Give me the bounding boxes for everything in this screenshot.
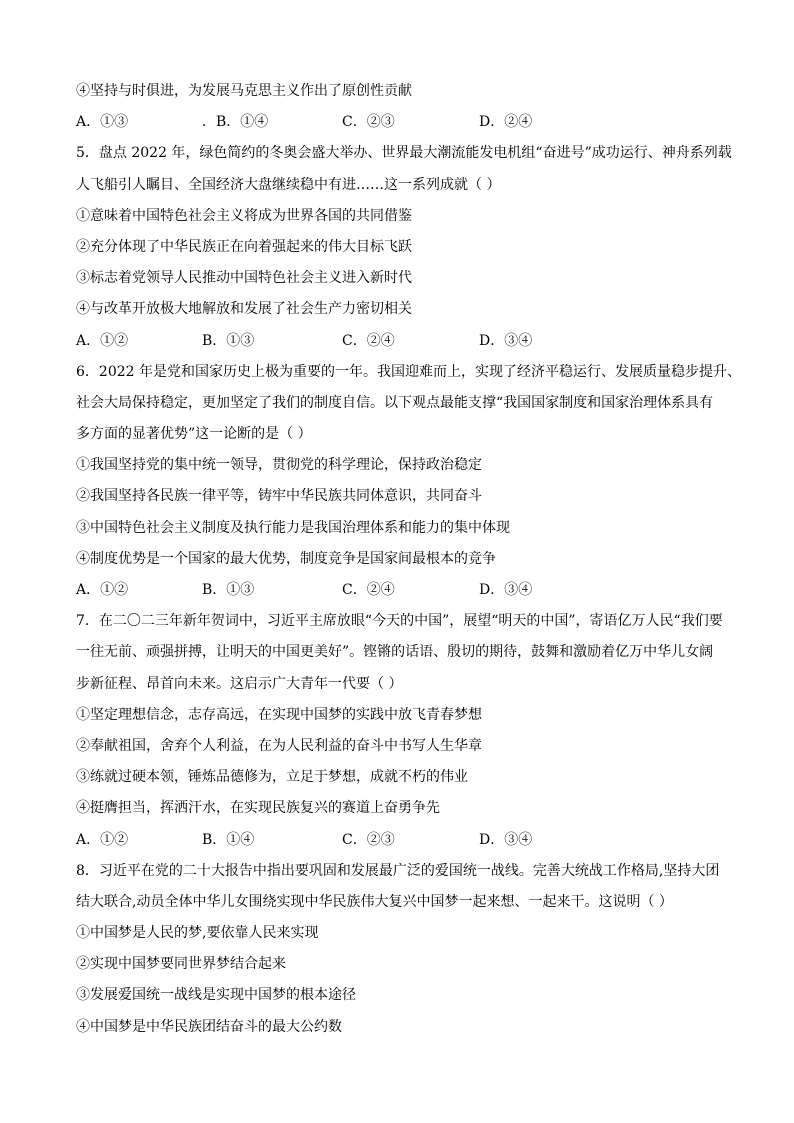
q7-statement-4: ④挺膺担当，挥洒汗水，在实现民族复兴的赛道上奋勇争先 (76, 800, 440, 817)
q5-stem-line-1: 5．盘点 2022 年，绿色简约的冬奥会盛大举办、世界最大潮流能发电机组“奋进号”成功运行、神舟系列载 (76, 145, 732, 162)
q6-stem-line-1: 6．2022 年是党和国家历史上极为重要的一年。我国迎难而上，实现了经济平稳运行、发展质量稳步提升、 (76, 363, 741, 380)
q8-statement-2: ②实现中国梦要同世界梦结合起来 (76, 956, 286, 973)
q6-option-a[interactable]: A．①② (76, 582, 129, 598)
q5-statement-3: ③标志着党领导人民推动中国特色社会主义进入新时代 (76, 270, 412, 287)
q5-option-b[interactable]: B．①③ (202, 332, 255, 349)
q6-option-b[interactable]: B．①③ (202, 582, 255, 598)
q4-option-a[interactable]: A．①③ (76, 114, 129, 131)
q6-statement-4: ④制度优势是一个国家的最大优势，制度竞争是国家间最根本的竞争 (76, 550, 496, 567)
q4-statement-4: ④坚持与时俱进，为发展马克思主义作出了原创性贡献 (76, 83, 412, 99)
q5-statement-2: ②充分体现了中华民族正在向着强起来的伟大目标飞跃 (76, 238, 412, 255)
page-content (76, 76, 741, 1043)
q6-statement-3: ③中国特色社会主义制度及执行能力是我国治理体系和能力的集中体现 (76, 519, 510, 536)
q5-statement-1: ①意味着中国特色社会主义将成为世界各国的共同借鉴 (76, 207, 412, 224)
q6-statement-1: ①我国坚持党的集中统一领导，贯彻党的科学理论，保持政治稳定 (76, 457, 482, 474)
q7-options (76, 825, 728, 856)
q4-option-b[interactable]: ．B．①④ (202, 114, 269, 131)
q8-statement-3: ③发展爱国统一战线是实现中国梦的根本途径 (76, 987, 356, 1004)
q8-statement-4: ④中国梦是中华民族团结奋斗的最大公约数 (76, 1018, 342, 1035)
q6-options (76, 575, 728, 606)
q5-options (76, 326, 728, 357)
q5-option-c[interactable]: C．②④ (342, 332, 395, 349)
q7-statement-3: ③练就过硬本领，锤炼品德修为，立足于梦想，成就不朽的伟业 (76, 769, 468, 786)
q7-option-b[interactable]: B．①④ (202, 831, 255, 848)
q6-option-d[interactable]: D．③④ (479, 582, 533, 598)
q7-statement-2: ②奉献祖国，舍弃个人利益，在为人民利益的奋斗中书写人生华章 (76, 737, 482, 754)
q5-stem-line-2: 人飞船引人瞩目、全国经济大盘继续稳中有进……这一系列成就（ ） (76, 176, 501, 193)
q5-option-d[interactable]: D．③④ (479, 332, 533, 349)
q6-stem-line-3: 多方面的显著优势”这一论断的是（ ） (76, 426, 312, 443)
q8-statement-1: ①中国梦是人民的梦,要依靠人民来实现 (76, 925, 319, 942)
q5-option-a[interactable]: A．①② (76, 332, 129, 349)
q7-stem-line-1: 7．在二〇二三年新年贺词中，习近平主席放眼“今天的中国”，展望“明天的中国”，寄语亿万人民“我们要 (76, 613, 723, 630)
q4-options (76, 107, 728, 138)
q8-stem-line-2: 结大联合,动员全体中华儿女围绕实现中华民族伟大复兴中国梦一起来想、一起来干。这说明（ ） (76, 893, 673, 910)
q6-statement-2: ②我国坚持各民族一律平等，铸牢中华民族共同体意识，共同奋斗 (76, 488, 482, 505)
q4-option-d[interactable]: D．②④ (479, 114, 533, 131)
q7-stem-line-2: 一往无前、顽强拼搏，让明天的中国更美好”。铿锵的话语、殷切的期待，鼓舞和激励着亿万中华儿女阔 (76, 644, 714, 661)
q7-option-d[interactable]: D．③④ (479, 831, 533, 848)
q5-statement-4: ④与改革开放极大地解放和发展了社会生产力密切相关 (76, 301, 412, 318)
q4-option-c[interactable]: C．②③ (342, 114, 395, 131)
q8-stem-line-1: 8．习近平在党的二十大报告中指出要巩固和发展最广泛的爱国统一战线。完善大统战工作格局,坚持大团 (76, 862, 720, 879)
q7-statement-1: ①坚定理想信念，志存高远，在实现中国梦的实践中放飞青春梦想 (76, 706, 482, 723)
q7-option-c[interactable]: C．②③ (342, 831, 395, 848)
q7-option-a[interactable]: A．①② (76, 831, 129, 848)
q6-option-c[interactable]: C．②④ (342, 582, 395, 598)
q6-stem-line-2: 社会大局保持稳定，更加坚定了我们的制度自信。以下观点最能支撑“我国国家制度和国家治理体系具有 (76, 394, 714, 411)
q7-stem-line-3: 步新征程、昂首向未来。这启示广大青年一代要（ ） (76, 675, 403, 692)
